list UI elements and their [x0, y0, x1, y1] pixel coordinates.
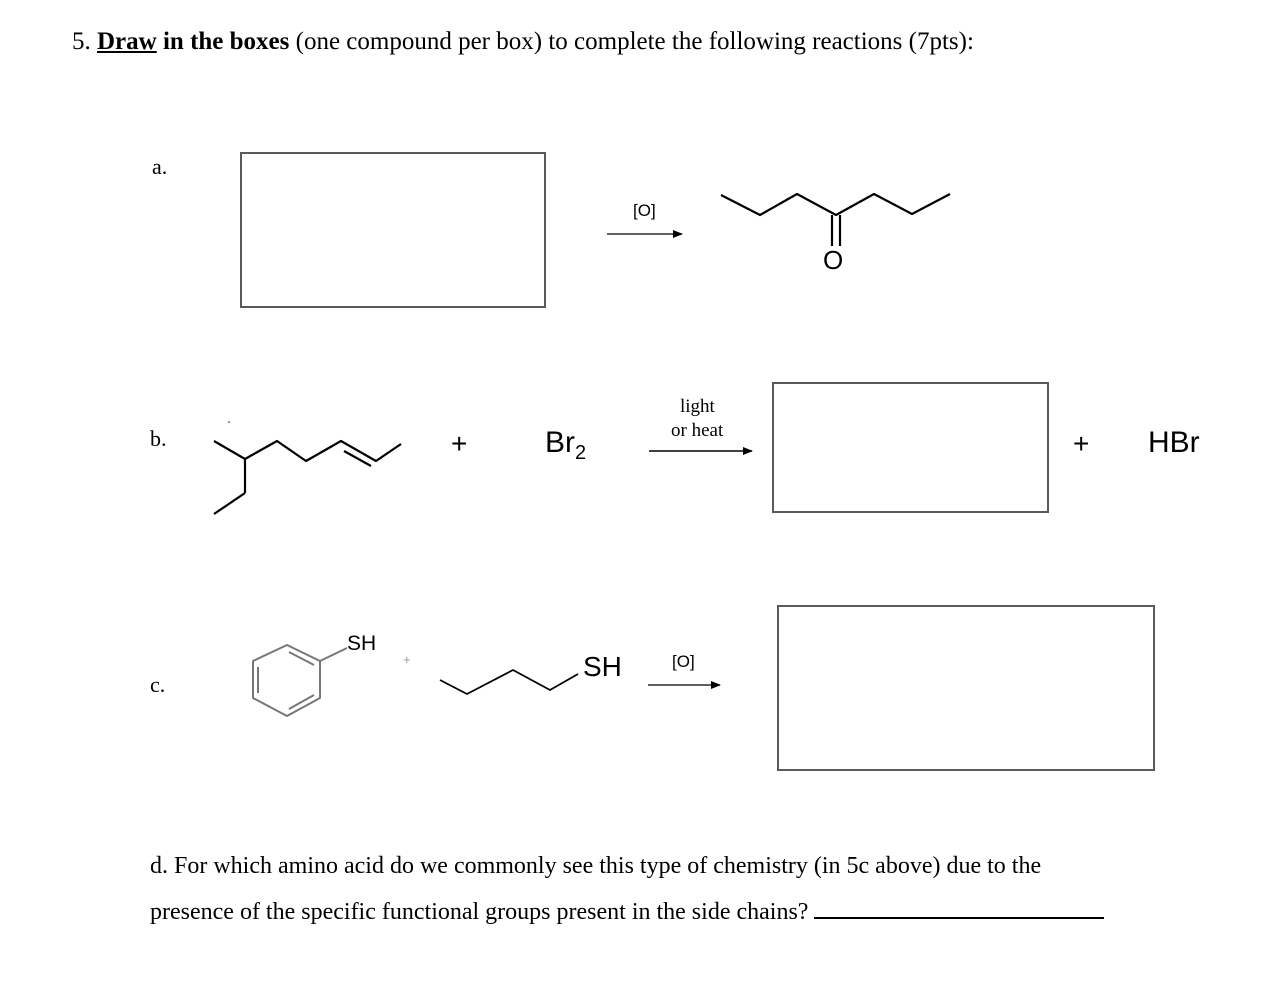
propyl-thiol-structure	[440, 670, 578, 694]
part-c-label: c.	[150, 672, 166, 697]
part-a-reagent: [O]	[633, 201, 656, 220]
part-c-plus: +	[403, 652, 411, 667]
part-c-reagent: [O]	[672, 652, 695, 671]
part-a-label: a.	[152, 154, 168, 179]
question-number: 5.	[72, 28, 91, 55]
question-instructions: (one compound per box) to complete the following reactions (7pts):	[295, 28, 974, 55]
part-b-alkene-structure	[214, 441, 401, 514]
propyl-thiol-sh: SH	[583, 651, 622, 682]
bromine-subscript: 2	[575, 442, 587, 464]
part-a-carbonyl-oxygen: O	[823, 245, 844, 275]
bromine-symbol: Br	[545, 426, 575, 459]
part-a-ketone-structure	[721, 194, 950, 246]
benzyl-thiol-structure	[253, 645, 347, 716]
benzyl-thiol-sh: SH	[347, 632, 377, 655]
part-d-line-1: d. For which amino acid do we commonly see this type of chemistry (in 5c above) due to the	[150, 853, 1042, 879]
draw-emphasis: Draw	[97, 28, 157, 55]
stray-mark	[228, 421, 230, 423]
part-b-condition-heat: or heat	[671, 420, 724, 441]
part-b-byproduct-hbr: HBr	[1148, 426, 1200, 459]
part-b-plus-2: +	[1073, 428, 1090, 459]
part-b-condition-light: light	[680, 396, 715, 417]
part-b-label: b.	[150, 426, 167, 451]
part-b-plus-1: +	[451, 428, 468, 459]
in-boxes-emphasis: in the boxes	[162, 28, 290, 55]
part-d-line-2: presence of the specific functional groups present in the side chains?	[150, 899, 809, 925]
